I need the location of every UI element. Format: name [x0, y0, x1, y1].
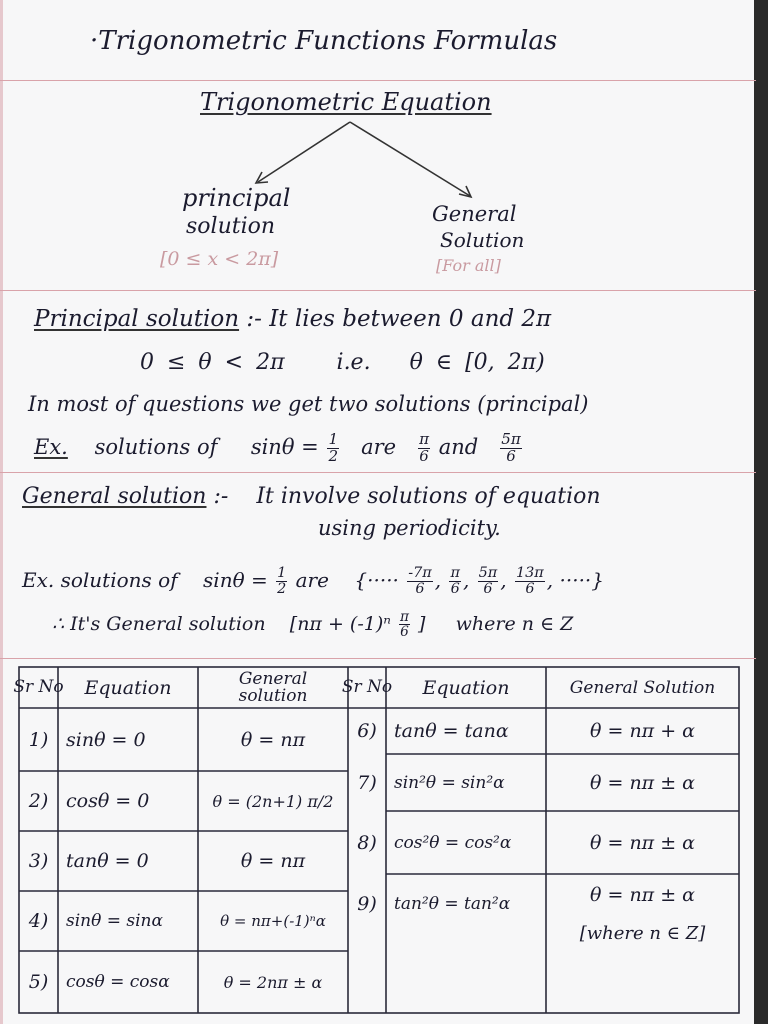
- diagram-left-range: [0 ≤ x < 2π]: [160, 248, 279, 270]
- diagram-right-line2: Solution: [440, 228, 525, 252]
- row-equation: tan²θ = tan²α: [394, 894, 511, 914]
- row-equation: cos²θ = cos²α: [394, 832, 512, 853]
- principal-range: 0 ≤ θ < 2π: [140, 350, 285, 375]
- row-solution: θ = (2n+1) π/2: [212, 791, 334, 811]
- principal-text: It lies between 0 and 2π: [269, 306, 552, 332]
- principal-ex-text: solutions of: [94, 434, 218, 459]
- general-line1: [22, 484, 601, 509]
- fraction-5pi-6: $\frac{5\pi}{6}$: [501, 430, 521, 465]
- ruled-line: [0, 472, 756, 473]
- diagram-right-line1: General: [432, 202, 517, 226]
- row-equation: sin²θ = sin²α: [394, 772, 505, 793]
- general-formula-close: ]: [418, 612, 426, 635]
- general-text1: It involve solutions of equation: [256, 484, 601, 509]
- row-equation: sinθ = 0: [66, 728, 146, 751]
- set-value: $\frac{\pi}{6}$: [450, 565, 460, 598]
- general-example: Ex. solutions of sinθ = $\frac{1}{2}$ are {····· $\frac{-7\pi}{6}$ , $\frac{\pi}{6}$ , $\frac{5\pi}{6}$ , $\frac{13\pi}{6}$ , ·····}: [22, 565, 605, 598]
- row-sr: 5): [28, 971, 49, 993]
- header-equation-left: Equation: [84, 676, 172, 699]
- header-equation-right: Equation: [422, 676, 510, 699]
- general-set-close: ·····}: [559, 568, 605, 593]
- row-solution: θ = nπ ± α: [590, 831, 695, 854]
- diagram-root: Trigonometric Equation: [200, 88, 492, 116]
- general-formula-suffix: where n ∈ Z: [455, 612, 574, 635]
- general-ex-are: are: [295, 568, 329, 593]
- general-set-open: {·····: [354, 568, 399, 593]
- table-footnote: [where n ∈ Z]: [579, 922, 706, 944]
- header-general-right: General Solution: [569, 677, 716, 698]
- row-sr: 4): [28, 910, 49, 932]
- principal-ex-eq: sinθ =: [250, 434, 319, 459]
- diagram-arrows: [0, 0, 768, 300]
- fraction-pi-6: $\frac{\pi}{6}$: [419, 430, 430, 465]
- row-solution: θ = nπ: [240, 850, 306, 872]
- ruled-line: [0, 658, 756, 659]
- row-equation: tanθ = tanα: [394, 720, 509, 742]
- diagram-left-line1: principal: [182, 184, 291, 212]
- row-solution: θ = nπ+(-1)ⁿα: [220, 912, 326, 930]
- principal-interval: θ ∈ [0, 2π): [409, 350, 545, 375]
- principal-example: [34, 432, 524, 465]
- row-equation: cosθ = 0: [66, 790, 150, 812]
- general-formula: [52, 610, 573, 640]
- general-formula-main: [nπ + (-1)ⁿ: [289, 612, 391, 635]
- principal-sep: :-: [246, 306, 262, 332]
- diagram-right-range: [For all]: [436, 256, 501, 275]
- principal-range-line: [140, 350, 545, 375]
- row-equation: tanθ = 0: [66, 850, 149, 872]
- row-solution: θ = 2nπ ± α: [223, 972, 323, 992]
- principal-ex-and: and: [438, 434, 479, 459]
- row-sr: 3): [28, 850, 49, 872]
- diagram-left-line2: solution: [186, 214, 276, 239]
- general-formula-prefix: ∴ It's General solution: [52, 612, 266, 635]
- principal-heading: Principal solution: [34, 306, 240, 332]
- set-value: $\frac{13\pi}{6}$: [516, 565, 544, 598]
- general-ex-prefix: Ex. solutions of: [22, 568, 178, 593]
- row-solution: θ = nπ + α: [590, 720, 695, 742]
- general-sep: :-: [213, 484, 229, 509]
- row-sr: 9): [357, 893, 377, 915]
- row-solution: θ = nπ ± α: [590, 884, 695, 906]
- general-text2: using periodicity.: [318, 516, 501, 540]
- fraction-pi-6: $\frac{\pi}{6}$: [400, 609, 409, 641]
- row-sr: 1): [28, 728, 49, 751]
- general-ex-eq: sinθ =: [203, 568, 268, 593]
- row-sr: 8): [357, 831, 377, 854]
- page-title: ·Trigonometric Functions Formulas: [90, 26, 558, 56]
- row-solution: θ = nπ ± α: [590, 771, 695, 794]
- principal-note: In most of questions we get two solutions (principal): [28, 392, 589, 416]
- header-general-left: General solution: [238, 668, 308, 706]
- principal-ie: i.e.: [336, 350, 371, 375]
- row-sr: 7): [357, 771, 377, 794]
- header-sr-right: Sr No: [341, 677, 393, 697]
- set-value: $\frac{-7\pi}{6}$: [408, 565, 432, 598]
- row-equation: cosθ = cosα: [66, 972, 170, 992]
- general-heading: General solution: [22, 484, 207, 509]
- row-sr: 2): [28, 790, 49, 812]
- fraction-half: $\frac{1}{2}$: [328, 430, 339, 465]
- principal-ex-label: Ex.: [34, 434, 68, 459]
- row-sr: 6): [357, 720, 377, 742]
- principal-line: [34, 306, 551, 332]
- header-sr-left: Sr No: [13, 677, 64, 697]
- solutions-table: [13, 666, 740, 1014]
- row-solution: θ = nπ: [240, 728, 306, 751]
- principal-ex-are: are: [361, 434, 397, 459]
- set-value: $\frac{5\pi}{6}$: [478, 565, 498, 598]
- fraction-half: $\frac{1}{2}$: [277, 565, 287, 598]
- row-equation: sinθ = sinα: [66, 911, 163, 931]
